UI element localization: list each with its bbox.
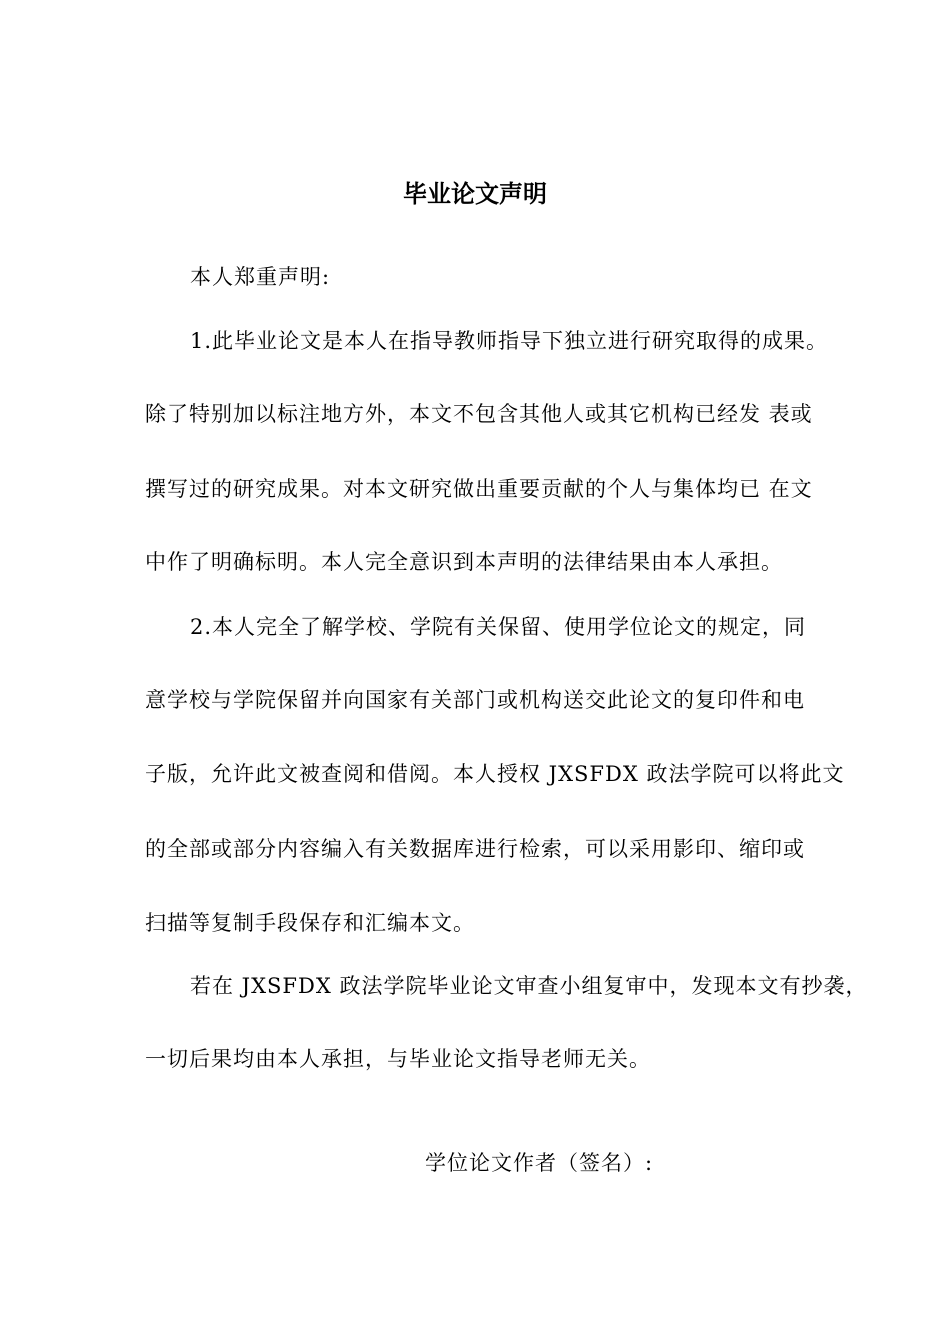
intro-line: 本人郑重声明: [190,265,331,289]
paragraph-2-line-3: 子版，允许此文被查阅和借阅。本人授权 JXSFDX 政法学院可以将此文 [145,762,845,786]
paragraph-2-line-5: 扫描等复制手段保存和汇编本文。 [145,911,475,935]
paragraph-1-line-3: 撰写过的研究成果。对本文研究做出重要贡献的个人与集体均已 在文 [145,477,813,501]
paragraph-1-line-4: 中作了明确标明。本人完全意识到本声明的法律结果由本人承担。 [145,550,783,574]
paragraph-2-line-2: 意学校与学院保留并向国家有关部门或机构送交此论文的复印件和电 [145,688,805,712]
paragraph-3-line-2: 一切后果均由本人承担，与毕业论文指导老师无关。 [145,1047,651,1071]
paragraph-1-line-1: 1.此毕业论文是本人在指导教师指导下独立进行研究取得的成果。 [190,329,829,353]
document-title: 毕业论文声明 [403,180,547,208]
paragraph-2-line-1: 2.本人完全了解学校、学院有关保留、使用学位论文的规定，同 [190,615,807,639]
paragraph-1-line-2: 除了特别加以标注地方外，本文不包含其他人或其它机构已经发 表或 [145,402,813,426]
paragraph-2-line-4: 的全部或部分内容编入有关数据库进行检索，可以采用影印、缩印或 [145,837,805,861]
signature-label: 学位论文作者（签名）: [425,1151,654,1175]
paragraph-3-line-1: 若在 JXSFDX 政法学院毕业论文审查小组复审中，发现本文有抄袭， [190,974,868,998]
